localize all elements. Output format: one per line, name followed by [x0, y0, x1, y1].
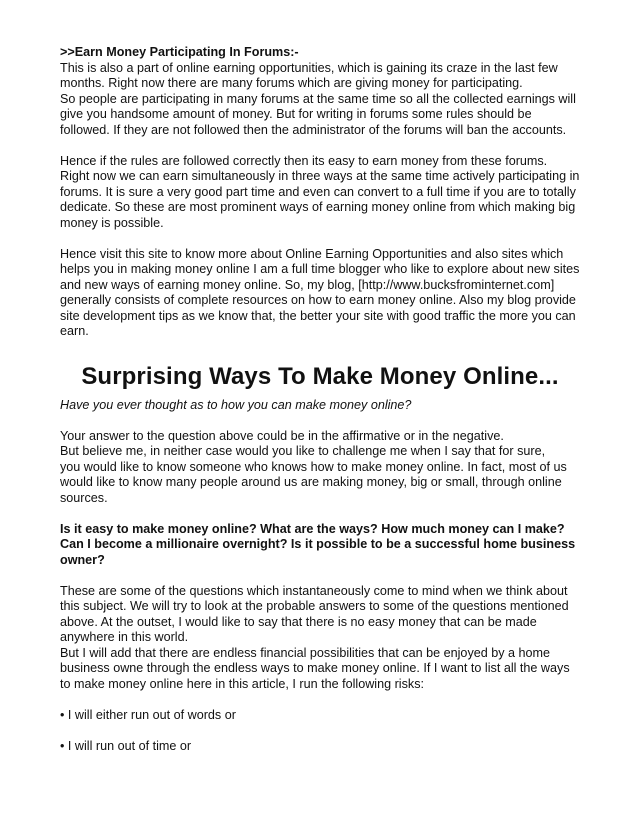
text-line: dedicate. So these are most prominent ways of earning money online from which making big — [60, 200, 576, 214]
text-line: This is also a part of online earning opportunities, which is gaining its craze in the last few — [60, 60, 558, 75]
text-line: earn. — [60, 324, 89, 338]
questions-block — [60, 522, 580, 569]
paragraph-gap — [60, 692, 580, 708]
text-line: Right now we can earn simultaneously in three ways at the same time actively participating in — [60, 169, 580, 183]
text-line: months. Right now there are many forums which are giving money for participating. — [60, 76, 523, 90]
forums-heading: >>Earn Money Participating In Forums:- — [60, 45, 299, 59]
blog-link-line: and new ways of earning money online. So, my blog, [http://www.bucksfrominternet.com] — [60, 277, 555, 292]
paragraph-gap — [60, 413, 580, 429]
text-line: you would like to know someone who knows how to make money online. In fact, most of us — [60, 459, 567, 474]
forums-paragraph-3 — [60, 247, 580, 340]
text-line: anywhere in this world. — [60, 630, 189, 644]
text-line: forums. It is sure a very good part time and even can convert to a full time if you are to totally — [60, 184, 576, 199]
bullet-item: • I will either run out of words or — [60, 707, 236, 722]
question-line: Is it easy to make money online? What are the ways? How much money can I make? — [60, 521, 565, 536]
paragraph-gap — [60, 138, 580, 154]
text-line: These are some of the questions which instantaneously come to mind when we think about — [60, 583, 568, 598]
paragraph-gap — [60, 723, 580, 739]
question-line: owner? — [60, 552, 105, 567]
text-line: to make money online here in this article, I run the following risks: — [60, 676, 424, 691]
intro-question: Have you ever thought as to how you can make money online? — [60, 397, 412, 412]
text-line: So people are participating in many forums at the same time so all the collected earnings will — [60, 91, 576, 106]
answer-paragraph — [60, 429, 580, 507]
text-line: But believe me, in neither case would you like to challenge me when I say that for sure, — [60, 444, 546, 458]
paragraph-gap — [60, 568, 580, 584]
text-line: business owne through the endless ways to make money online. If I want to list all the ways — [60, 661, 570, 675]
bullet-item: • I will run out of time or — [60, 738, 192, 753]
document-page — [60, 45, 580, 754]
text-line: helps you in making money online I am a full time blogger who like to explore about new sites — [60, 262, 580, 276]
text-line: sources. — [60, 490, 108, 505]
text-line: But I will add that there are endless financial possibilities that can be enjoyed by a home — [60, 645, 551, 660]
discussion-paragraph — [60, 584, 580, 693]
text-line: site development tips as we know that, the better your site with good traffic the more you can — [60, 308, 576, 323]
text-line: Hence if the rules are followed correctly then its easy to earn money from these forums. — [60, 153, 548, 168]
text-line: give you handsome amount of money. But for writing in forums some rules should be — [60, 107, 532, 121]
forums-paragraph-1 — [60, 61, 580, 139]
paragraph-gap — [60, 506, 580, 522]
text-line: would like to know many people around us are making money, big or small, through online — [60, 475, 562, 489]
text-line: followed. If they are not followed then the administrator of the forums will ban the accounts. — [60, 122, 567, 137]
text-line: Hence visit this site to know more about Online Earning Opportunities and also sites which — [60, 246, 564, 261]
forums-paragraph-2 — [60, 154, 580, 232]
text-line: above. At the outset, I would like to say that there is no easy money that can be made — [60, 614, 537, 629]
question-line: Can I become a millionaire overnight? Is it possible to be a successful home business — [60, 537, 576, 551]
text-line: money is possible. — [60, 215, 164, 230]
text-line: generally consists of complete resources on how to earn money online. Also my blog provide — [60, 293, 576, 307]
paragraph-gap — [60, 231, 580, 247]
text-line: this subject. We will try to look at the probable answers to some of the questions mentioned — [60, 599, 569, 613]
article-title: Surprising Ways To Make Money Online... — [81, 362, 559, 390]
text-line: Your answer to the question above could be in the affirmative or in the negative. — [60, 428, 504, 443]
